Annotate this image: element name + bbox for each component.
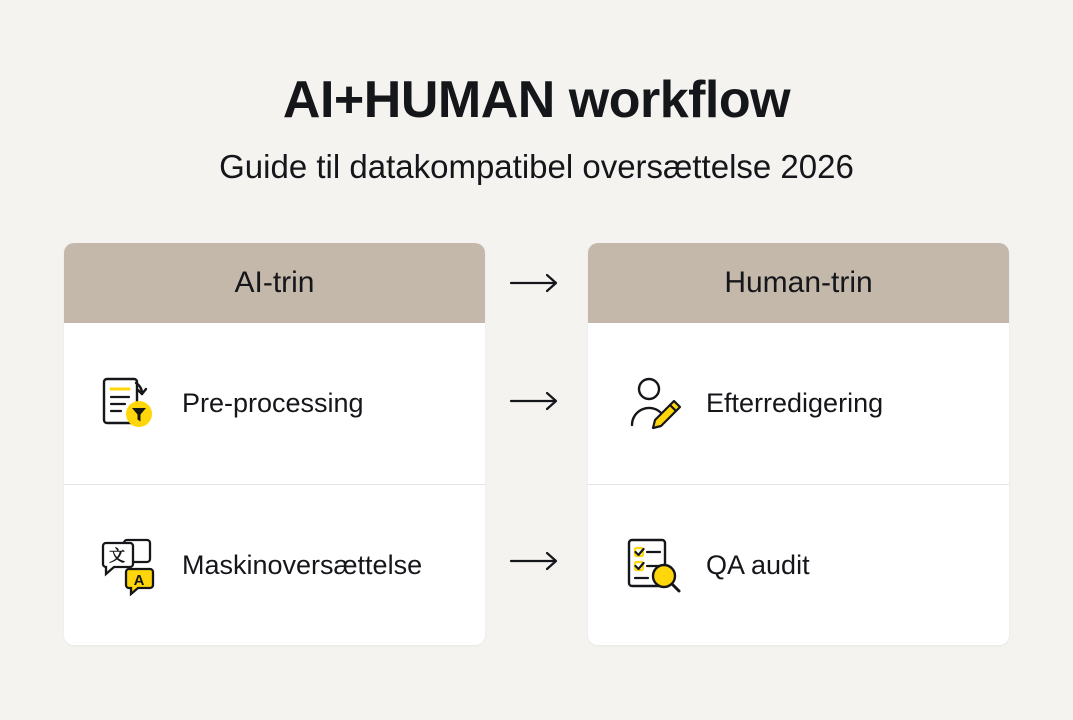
row-ai-pre-processing-label: Pre-processing xyxy=(182,388,364,419)
svg-text:文: 文 xyxy=(108,548,126,565)
row-ai-machine-translation-label: Maskinoversættelse xyxy=(182,549,423,580)
row-human-post-editing-label: Efterredigering xyxy=(706,388,884,419)
column-header-human xyxy=(588,243,1009,323)
workflow-board xyxy=(64,243,1009,645)
arrow-header xyxy=(487,263,587,303)
row-human-qa-audit-label: QA audit xyxy=(706,549,810,580)
arrow-row-1 xyxy=(487,381,587,421)
row-ai-pre-processing[interactable] xyxy=(64,323,485,484)
svg-text:A: A xyxy=(133,572,145,589)
row-ai-machine-translation[interactable] xyxy=(64,484,485,645)
page-title: AI+HUMAN workflow xyxy=(282,71,791,129)
column-header-ai xyxy=(64,243,485,323)
translate-icon xyxy=(98,534,160,596)
arrow-row-2 xyxy=(487,541,587,581)
column-header-human-label: Human-trin xyxy=(724,266,873,299)
document-filter-icon xyxy=(98,373,160,435)
row-human-qa-audit[interactable] xyxy=(588,484,1009,645)
column-ai xyxy=(64,243,485,645)
page-subtitle: Guide til datakompatibel oversættelse 2026 xyxy=(219,148,854,186)
person-edit-icon xyxy=(622,373,684,435)
checklist-search-icon xyxy=(622,534,684,596)
column-header-ai-label: AI-trin xyxy=(234,266,315,299)
row-human-post-editing[interactable] xyxy=(588,323,1009,484)
column-human xyxy=(588,243,1009,645)
